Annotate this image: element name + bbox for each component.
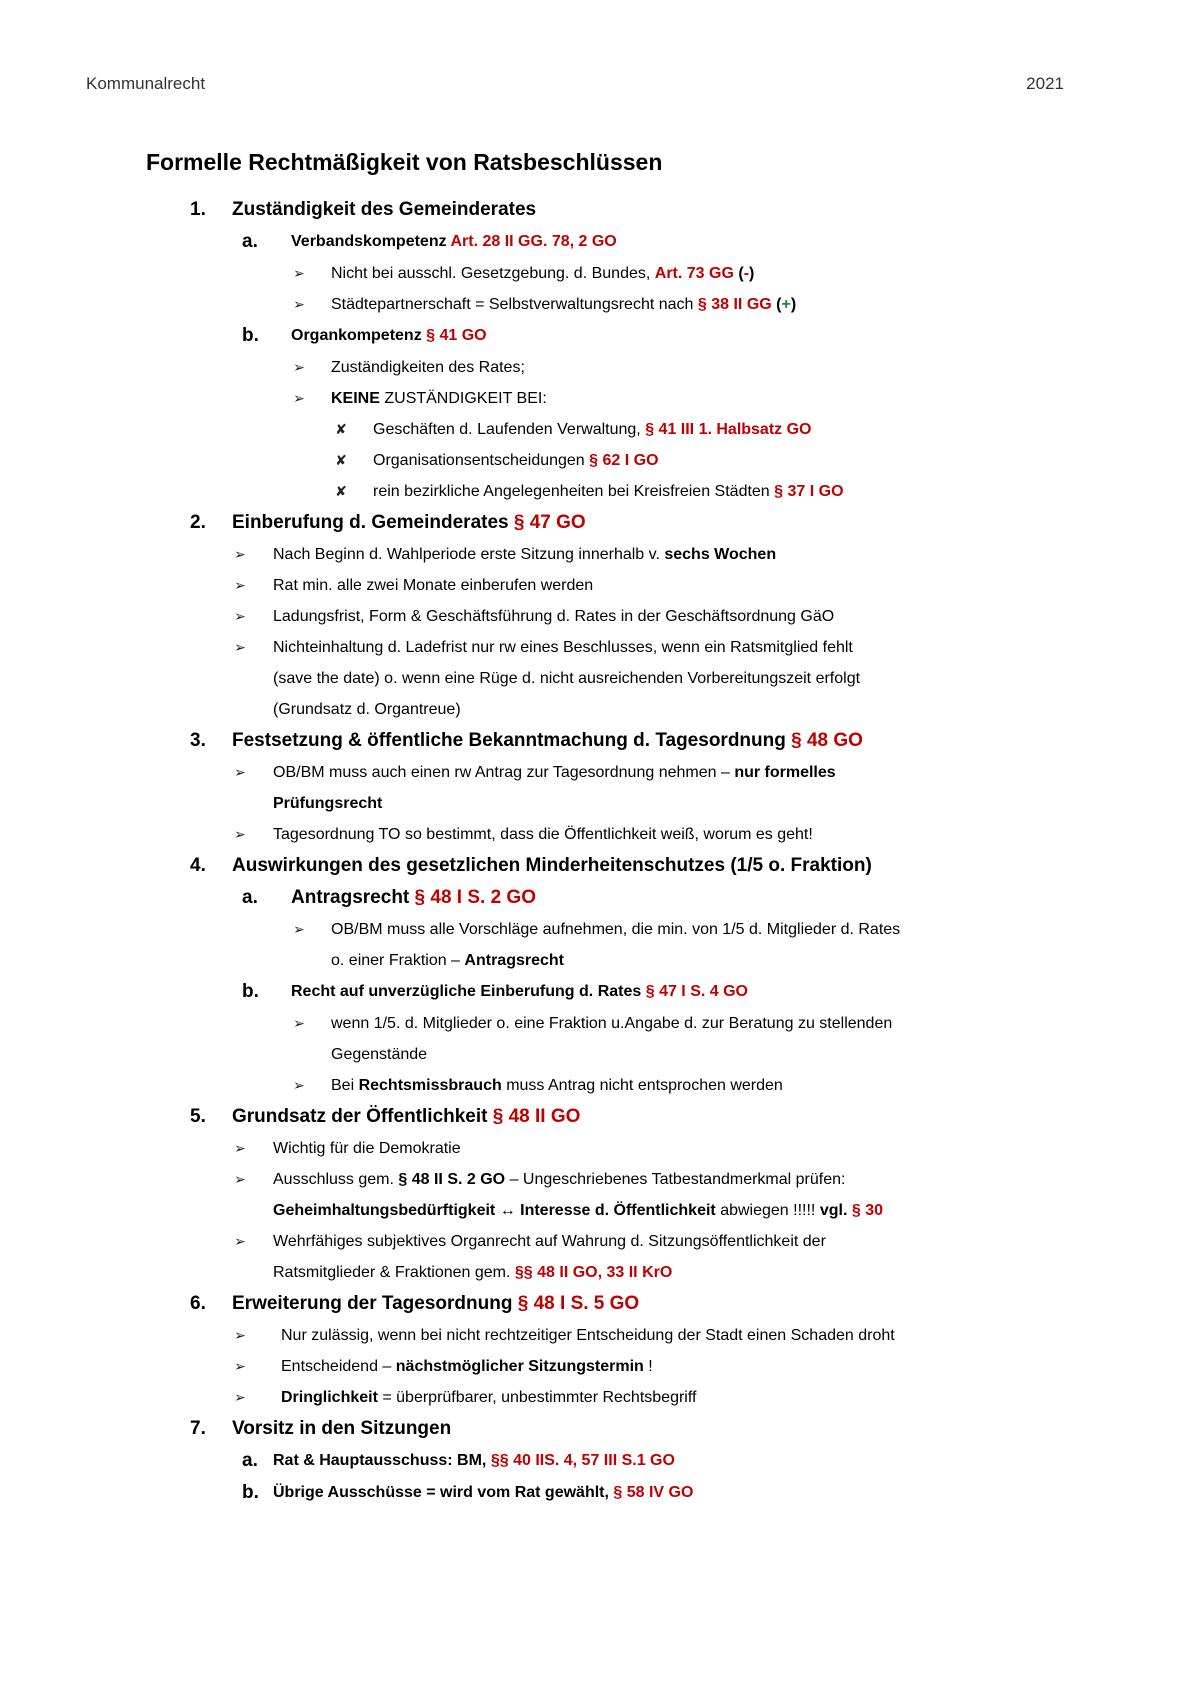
section-1-heading [146,194,1076,226]
header-year: 2021 [1026,74,1064,93]
section-5-heading [146,1101,1076,1133]
section-7-heading [146,1413,1076,1445]
item-text: OB/BM muss auch einen rw Antrag zur Tagesordnung nehmen – [273,764,730,781]
section-7a-heading [146,1445,1076,1477]
subsection-label: Antragsrecht [291,887,410,908]
item-text: Rat min. alle zwei Monate einberufen werden [273,577,594,594]
section-number: 3. [190,730,206,751]
item-text: Nur zulässig, wenn bei nicht rechtzeitiger Entscheidung der Stadt einen Schaden droht [281,1327,895,1344]
item-text: Geschäften d. Laufenden Verwaltung, [373,421,641,438]
item-text: abwiegen !!!!! [720,1202,816,1219]
section-1a-heading [146,226,1076,258]
list-item [146,414,1076,445]
plus-sign: + [781,296,791,313]
item-bold: KEINE [331,390,380,407]
item-bold: Dringlichkeit [281,1389,378,1406]
item-text: – Ungeschriebenes Tatbestandmerkmal prüfen: [509,1171,846,1188]
legal-reference: § 48 I S. 2 GO [414,887,536,908]
subsection-letter: b. [242,981,259,1002]
list-item-continuation [146,1257,1076,1288]
arrow-bullet-icon: ➢ [234,546,246,562]
item-text: Entscheidend – [281,1358,392,1375]
item-bold: Antragsrecht [464,952,564,969]
list-item [146,1351,1076,1382]
section-number: 6. [190,1293,206,1314]
list-item-continuation [146,1195,1076,1226]
list-item [146,383,1076,414]
item-text: o. einer Fraktion – [331,952,460,969]
list-item [146,258,1076,289]
page-header [86,74,1064,102]
paren-open: ( [738,265,744,282]
section-number: 2. [190,512,206,533]
arrow-bullet-icon: ➢ [234,1171,246,1187]
header-course: Kommunalrecht [86,74,206,93]
list-item [146,539,1076,570]
subsection-letter: a. [242,231,258,252]
section-number: 5. [190,1106,206,1127]
item-text: Nicht bei ausschl. Gesetzgebung. d. Bundes, [331,265,651,282]
arrow-bullet-icon: ➢ [293,1015,305,1031]
list-item [146,601,1076,632]
section-title: Einberufung d. Gemeinderates [232,512,509,533]
section-title: Zuständigkeit des Gemeinderates [232,199,537,220]
subsection-letter: a. [242,887,258,908]
arrow-bullet-icon: ➢ [234,1358,246,1374]
list-item [146,289,1076,320]
arrow-bullet-icon: ➢ [293,1077,305,1093]
arrow-bullet-icon: ➢ [293,390,305,406]
list-item [146,1070,1076,1101]
item-bold: vgl. [819,1202,848,1219]
list-item [146,1164,1076,1195]
item-bold: nur formelles [734,764,836,781]
item-text: muss Antrag nicht entsprochen werden [506,1077,783,1094]
minus-sign: - [743,265,750,282]
arrow-bullet-icon: ➢ [234,1140,246,1156]
section-number: 7. [190,1418,206,1439]
legal-reference: § 38 II GG [697,296,772,313]
item-text: Ladungsfrist, Form & Geschäftsführung d. Rates in der Geschäftsordnung GäO [273,608,835,625]
arrow-bullet-icon: ➢ [234,1233,246,1249]
item-bold: sechs Wochen [664,546,777,563]
item-text: wenn 1/5. d. Mitglieder o. eine Fraktion u.Angabe d. zur Beratung zu stellenden [331,1015,893,1032]
section-title: Vorsitz in den Sitzungen [232,1418,452,1439]
subsection-letter: b. [242,1482,259,1503]
arrow-bullet-icon: ➢ [293,359,305,375]
list-item-continuation [146,788,1076,819]
cross-mark-icon: ✘ [335,452,347,468]
arrow-bullet-icon: ➢ [234,1327,246,1343]
arrow-bullet-icon: ➢ [234,639,246,655]
cross-mark-icon: ✘ [335,421,347,437]
item-text: Ausschluss gem. [273,1171,394,1188]
list-item [146,570,1076,601]
item-text: Wehrfähiges subjektives Organrecht auf Wahrung d. Sitzungsöffentlichkeit der [273,1233,826,1250]
list-item [146,1008,1076,1039]
arrow-bullet-icon: ➢ [234,608,246,624]
legal-reference: § 41 GO [426,327,487,344]
arrow-bullet-icon: ➢ [293,921,305,937]
page-title: Formelle Rechtmäßigkeit von Ratsbeschlüssen [146,149,663,175]
legal-reference: § 48 I S. 5 GO [517,1293,640,1314]
legal-reference: §§ 40 IIS. 4, 57 III S.1 GO [490,1452,675,1469]
section-1b-heading [146,320,1076,352]
item-text: (Grundsatz d. Organtreue) [273,701,461,718]
subsection-label: Verbandskompetenz [291,233,447,250]
item-text: Nichteinhaltung d. Ladefrist nur rw eines Beschlusses, wenn ein Ratsmitglied fehlt [273,639,853,656]
item-bold: Rechtsmissbrauch [358,1077,502,1094]
arrow-bullet-icon: ➢ [234,764,246,780]
list-item [146,1382,1076,1413]
item-text: Nach Beginn d. Wahlperiode erste Sitzung innerhalb v. [273,546,660,563]
legal-reference: § 47 I S. 4 GO [645,983,748,1000]
legal-reference: Art. 73 GG [654,265,734,282]
legal-reference: § 47 GO [513,512,586,533]
item-text: Gegenstände [331,1046,428,1063]
section-4-heading [146,850,1076,882]
item-text: Tagesordnung TO so bestimmt, dass die Öffentlichkeit weiß, worum es geht! [273,826,813,843]
paren-close: ) [790,296,797,313]
subsection-label: Übrige Ausschüsse = wird vom Rat gewählt, [273,1484,609,1501]
item-text: Bei [331,1077,355,1094]
legal-reference: Art. 28 II GG. 78, 2 GO [450,233,617,250]
arrow-bullet-icon: ➢ [234,577,246,593]
legal-reference: § 48 GO [791,730,863,751]
legal-reference: § 48 II GO [492,1106,581,1127]
section-number: 1. [190,199,206,220]
item-text: OB/BM muss alle Vorschläge aufnehmen, die min. von 1/5 d. Mitglieder d. Rates [331,921,901,938]
section-title: Erweiterung der Tagesordnung [232,1293,513,1314]
list-item [146,632,1076,663]
subsection-label: Organkompetenz [291,327,422,344]
document-body [146,146,1076,1509]
list-item [146,819,1076,850]
item-bold: nächstmöglicher Sitzungstermin [395,1358,644,1375]
section-3-heading [146,725,1076,757]
legal-reference: § 58 IV GO [613,1484,694,1501]
legal-reference: § 41 III 1. Halbsatz GO [645,421,812,438]
legal-reference: § 37 I GO [774,483,844,500]
item-text: = überprüfbarer, unbestimmter Rechtsbegriff [382,1389,697,1406]
item-text: Organisationsentscheidungen [373,452,585,469]
list-item [146,914,1076,945]
subsection-letter: b. [242,325,259,346]
legal-reference: § 62 I GO [589,452,659,469]
subsection-letter: a. [242,1450,258,1471]
legal-reference: § 30 [851,1202,883,1219]
section-7b-heading [146,1477,1076,1509]
arrow-bullet-icon: ➢ [234,1389,246,1405]
section-4b-heading [146,976,1076,1008]
arrow-bullet-icon: ➢ [293,296,305,312]
item-text: Wichtig für die Demokratie [273,1140,461,1157]
item-text: rein bezirkliche Angelegenheiten bei Kreisfreien Städten [373,483,770,500]
paren-open: ( [776,296,782,313]
legal-reference: §§ 48 II GO, 33 II KrO [514,1264,673,1281]
list-item [146,476,1076,507]
section-title: Auswirkungen des gesetzlichen Minderheitenschutzes (1/5 o. Fraktion) [232,855,872,876]
item-text: ! [648,1358,653,1375]
item-text: ZUSTÄNDIGKEIT BEI: [384,390,547,407]
item-text: Ratsmitglieder & Fraktionen gem. [273,1264,511,1281]
list-item-continuation [146,1039,1076,1070]
section-4a-heading [146,882,1076,914]
legal-reference: § 48 II S. 2 GO [398,1171,506,1188]
arrow-bullet-icon: ➢ [234,826,246,842]
list-item [146,352,1076,383]
cross-mark-icon: ✘ [335,483,347,499]
section-number: 4. [190,855,206,876]
list-item-continuation [146,663,1076,694]
item-bold: Geheimhaltungsbedürftigkeit ↔ Interesse d. Öffentlichkeit [273,1202,716,1219]
list-item [146,757,1076,788]
list-item [146,1133,1076,1164]
subsection-label: Recht auf unverzügliche Einberufung d. Rates [291,983,642,1000]
section-title: Grundsatz der Öffentlichkeit [232,1106,488,1127]
item-bold: Prüfungsrecht [273,795,383,812]
list-item-continuation [146,694,1076,725]
section-title: Festsetzung & öffentliche Bekanntmachung d. Tagesordnung [232,730,786,751]
list-item-continuation [146,945,1076,976]
section-2-heading [146,507,1076,539]
list-item [146,445,1076,476]
subsection-label: Rat & Hauptausschuss: BM, [273,1452,487,1469]
item-text: Städtepartnerschaft = Selbstverwaltungsrecht nach [331,296,694,313]
item-text: Zuständigkeiten des Rates; [331,359,525,376]
list-item [146,1320,1076,1351]
list-item [146,1226,1076,1257]
arrow-bullet-icon: ➢ [293,265,305,281]
section-6-heading [146,1288,1076,1320]
paren-close: ) [749,265,755,282]
item-text: (save the date) o. wenn eine Rüge d. nicht ausreichenden Vorbereitungszeit erfolgt [273,670,861,687]
